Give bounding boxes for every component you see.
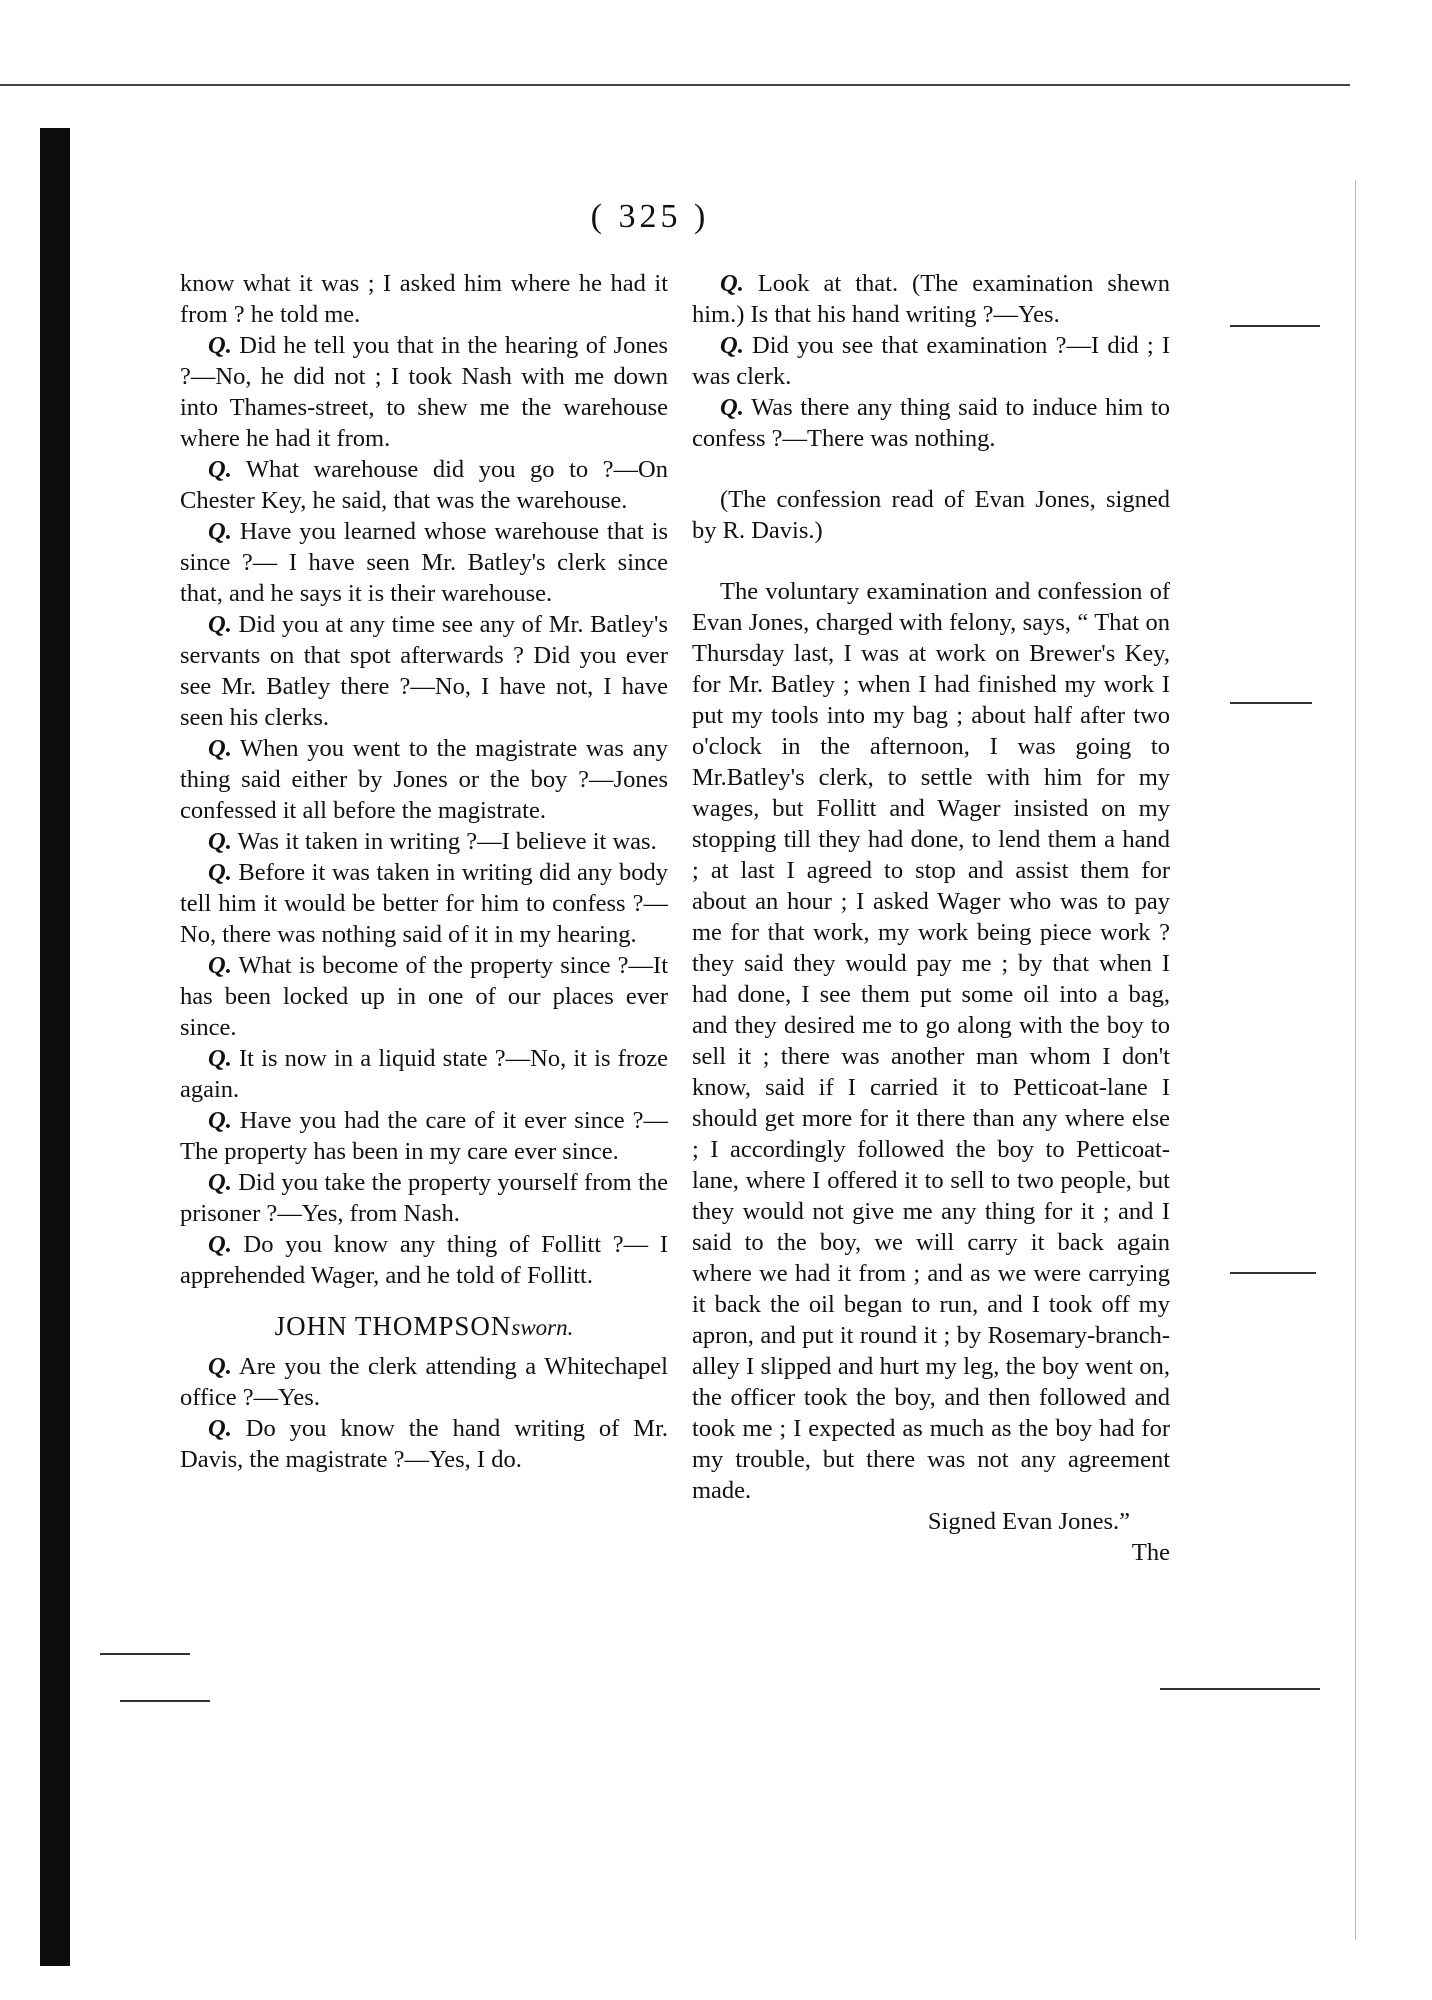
margin-mark [1230,325,1320,327]
margin-mark [120,1700,210,1702]
sworn-label: sworn. [511,1315,574,1340]
witness-heading [180,1311,668,1343]
question-mark-label: Q. [208,332,232,359]
question-paragraph [692,268,1170,330]
margin-mark [1160,1688,1320,1690]
paragraph-text: Did you at any time see any of Mr. Batley's servants on that spot afterwards ? Did you ever see Mr. Batley there ?—No, I have not, I have seen his clerks. [180,611,668,731]
question-paragraph [180,1351,668,1413]
question-mark-label: Q. [208,1231,232,1258]
question-paragraph [692,330,1170,392]
paragraph-text: When you went to the magistrate was any thing said either by Jones or the boy ?—Jones confessed it all before the magistrate. [180,735,668,824]
paragraph-text: Have you had the care of it ever since ?—The property has been in my care ever since. [180,1107,668,1165]
question-paragraph [180,1043,668,1105]
question-paragraph [180,1229,668,1291]
question-paragraph [180,733,668,826]
left-column [180,268,668,1475]
binding-shadow [40,128,70,1966]
question-paragraph [180,826,668,857]
spacer [692,454,1170,484]
question-paragraph [180,1413,668,1475]
question-mark-label: Q. [720,270,744,297]
paragraph-text: Was it taken in writing ?—I believe it was. [231,828,657,855]
page-edge-line [1355,180,1356,1940]
confession-text: The voluntary examination and confession of Evan Jones, charged with felony, says, “ That on Thursday last, I was at work on Brewer's Key, for Mr. Batley ; when I had finished my work I put my tools into my bag ; about half after two o'clock in the afternoon, I was going to Mr.Batley's clerk, to settle with him for my wages, but Follitt and Wager insisted on my stopping till they had done, to lend them a hand ; at last I agreed to stop and assist them for about an hour ; I asked Wager who was to pay me for that work, my work being piece work ? they said they would pay me ; by that when I had done, I see them put some oil into a bag, and they desired me to go along with the boy to sell it ; there was another man whom I don't know, said if I carried it to Petticoat-lane I should get more for it there than any where else ; I accordingly followed the boy to Petticoat-lane, where I offered it to sell to two people, but they would not give me any thing for it ; and I said to the boy, we will carry it back again where we had it from ; and as we were carrying it back the oil began to run, and I took off my apron, and put it round it ; by Rosemary-branch-alley I slipped and hurt my leg, the boy went on, the officer took the boy, and then followed and took me ; I expected as much as the boy had for my trouble, but there was not any agreement made. [692,578,1170,1504]
paragraph: know what it was ; I asked him where he had it from ? he told me. [180,270,668,328]
margin-mark [1230,1272,1316,1274]
paragraph-text: Have you learned whose warehouse that is since ?— I have seen Mr. Batley's clerk since that, and he says it is their warehouse. [180,518,668,607]
question-mark-label: Q. [208,1353,232,1380]
paragraph-text: Do you know any thing of Follitt ?— I apprehended Wager, and he told of Follitt. [180,1231,668,1289]
question-mark-label: Q. [208,859,232,886]
question-paragraph [180,454,668,516]
question-mark-label: Q. [208,1415,232,1442]
question-paragraph [180,857,668,950]
paragraph-text: What warehouse did you go to ?—On Chester Key, he said, that was the warehouse. [180,456,668,514]
signature: Signed Evan Jones.” [927,1508,1130,1535]
paragraph-text: Did you take the property yourself from the prisoner ?—Yes, from Nash. [180,1169,668,1227]
top-rule [0,84,1350,86]
question-paragraph [180,1105,668,1167]
question-paragraph [692,392,1170,454]
question-paragraph [180,516,668,609]
question-mark-label: Q. [208,456,232,483]
right-column [692,268,1170,1568]
page-number: ( 325 ) [590,198,710,235]
question-mark-label: Q. [208,952,232,979]
paragraph-text: Look at that. (The examination shewn him.) Is that his hand writing ?—Yes. [692,270,1170,328]
confession-note: (The confession read of Evan Jones, signed by R. Davis.) [692,486,1170,544]
question-mark-label: Q. [208,1045,232,1072]
catchword: The [1131,1539,1170,1566]
question-mark-label: Q. [720,332,744,359]
margin-mark [100,1653,190,1655]
question-paragraph [180,609,668,733]
paragraph-text: What is become of the property since ?—It has been locked up in one of our places ever since. [180,952,668,1041]
margin-mark [1230,702,1312,704]
question-mark-label: Q. [208,735,232,762]
spacer [692,546,1170,576]
question-mark-label: Q. [208,1107,232,1134]
question-mark-label: Q. [208,828,232,855]
paragraph-text: Did he tell you that in the hearing of Jones ?—No, he did not ; I took Nash with me down into Thames-street, to shew me the warehouse where he had it from. [180,332,668,452]
paragraph-text: Did you see that examination ?—I did ; I was clerk. [692,332,1170,390]
question-paragraph [180,950,668,1043]
question-mark-label: Q. [208,1169,232,1196]
question-paragraph [180,1167,668,1229]
question-paragraph [180,330,668,454]
paragraph-text: Before it was taken in writing did any body tell him it would be better for him to confess ?—No, there was nothing said of it in my hearing. [180,859,668,948]
question-mark-label: Q. [208,518,232,545]
paragraph-text: Do you know the hand writing of Mr. Davis, the magistrate ?—Yes, I do. [180,1415,668,1473]
paragraph-text: Was there any thing said to induce him to confess ?—There was nothing. [692,394,1170,452]
paragraph-text: It is now in a liquid state ?—No, it is froze again. [180,1045,668,1103]
question-mark-label: Q. [720,394,744,421]
question-mark-label: Q. [208,611,232,638]
witness-name: JOHN THOMPSON [274,1311,512,1341]
paragraph-text: Are you the clerk attending a Whitechapel office ?—Yes. [180,1353,668,1411]
